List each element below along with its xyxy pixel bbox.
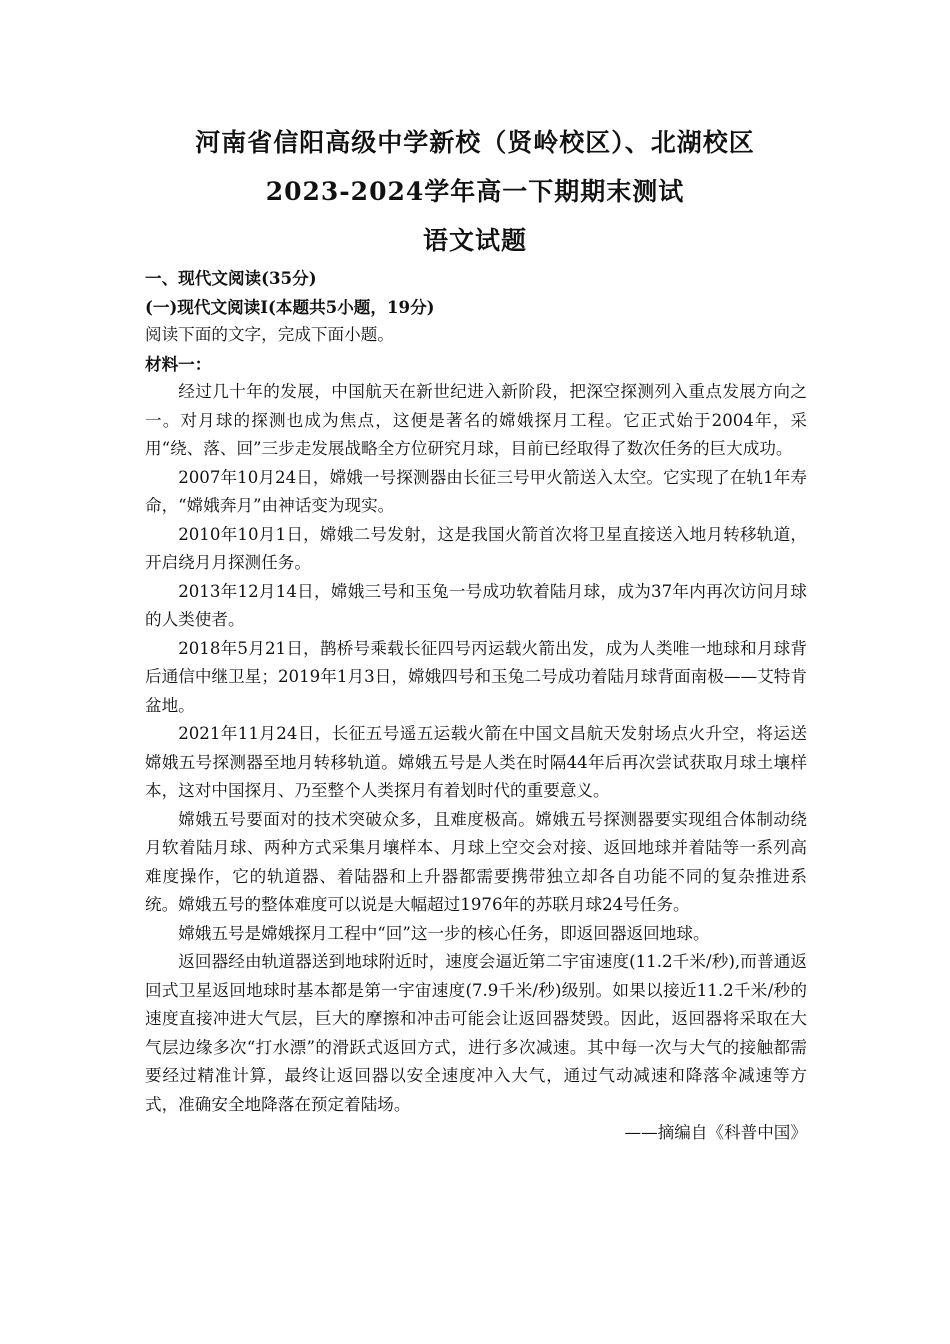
section-subheading: (一)现代文阅读I(本题共5小题，19分) [145,296,435,317]
title-school: 河南省信阳高级中学新校（贤岭校区）、北湖校区 [195,128,755,157]
paragraph: 嫦娥五号要面对的技术突破众多，且难度极高。嫦娥五号探测器要实现组合体制动绕月软着陆月球、两种方式采集月壤样本、月球上空交会对接、返回地球并着陆等一系列高难度操作，它的轨道器、着陆器和上升器都需要携带独立却各自功能不同的复杂推进系统。嫦娥五号的整体难度可以说是大幅超过1976年的苏联月球24号任务。 [145,809,807,914]
paragraph: 2018年5月21日，鹊桥号乘载长征四号丙运载火箭出发，成为人类唯一地球和月球背后通信中继卫星；2019年1月3日，嫦娥四号和玉兔二号成功着陆月球背面南极——艾特肯盆地。 [145,638,807,715]
title-subject: 语文试题 [422,226,527,255]
paragraph: 2007年10月24日，嫦娥一号探测器由长征三号甲火箭送入太空。它实现了在轨1年寿命，“嫦娥奔月”由神话变为现实。 [145,467,807,515]
document-body [145,264,807,1148]
source-attribution: ——摘编自《科普中国》 [624,1123,807,1142]
paragraph: 2013年12月14日，嫦娥三号和玉兔一号成功软着陆月球，成为37年内再次访问月球的人类使者。 [145,581,807,629]
section-heading: 一、现代文阅读(35分) [145,268,317,288]
instruction-text: 阅读下面的文字，完成下面小题。 [145,325,394,344]
material-label: 材料一： [145,353,212,374]
paragraph: 经过几十年的发展，中国航天在新世纪进入新阶段，把深空探测列入重点发展方向之一。对月球的探测也成为焦点，这便是著名的嫦娥探月工程。它正式始于2004年，采用“绕、落、回”三步走发展战略全方位研究月球，目前已经取得了数次任务的巨大成功。 [145,382,807,458]
paragraph: 返回器经由轨道器送到地球附近时，速度会逼近第二宇宙速度(11.2千米/秒),而普通返回式卫星返回地球时基本都是第一宇宙速度(7.9千米/秒)级别。如果以接近11.2千米/秒的速度直接冲进大气层，巨大的摩擦和冲击可能会让返回器焚毁。因此，返回器将采取在大气层边缘多次“打水漂”的滑跃式返回方式，进行多次减速。其中每一次与大气的接触都需要经过精准计算，最终让返回器以安全速度冲入大气，通过气动减速和降落伞减速等方式，准确安全地降落在预定着陆场。 [145,952,807,1114]
paragraph: 2021年11月24日，长征五号遥五运载火箭在中国文昌航天发射场点火升空，将运送嫦娥五号探测器至地月转移轨道。嫦娥五号是人类在时隔44年后再次尝试获取月球土壤样本，这对中国探月、乃至整个人类探月有着划时代的重要意义。 [145,724,807,800]
paragraph: 2010年10月1日，嫦娥二号发射，这是我国火箭首次将卫星直接送入地月转移轨道，开启绕月月探测任务。 [145,524,807,572]
title-exam: 2023-2024学年高一下期期末测试 [265,177,685,206]
paragraph: 嫦娥五号是嫦娥探月工程中“回”这一步的核心任务，即返回器返回地球。 [178,923,710,943]
